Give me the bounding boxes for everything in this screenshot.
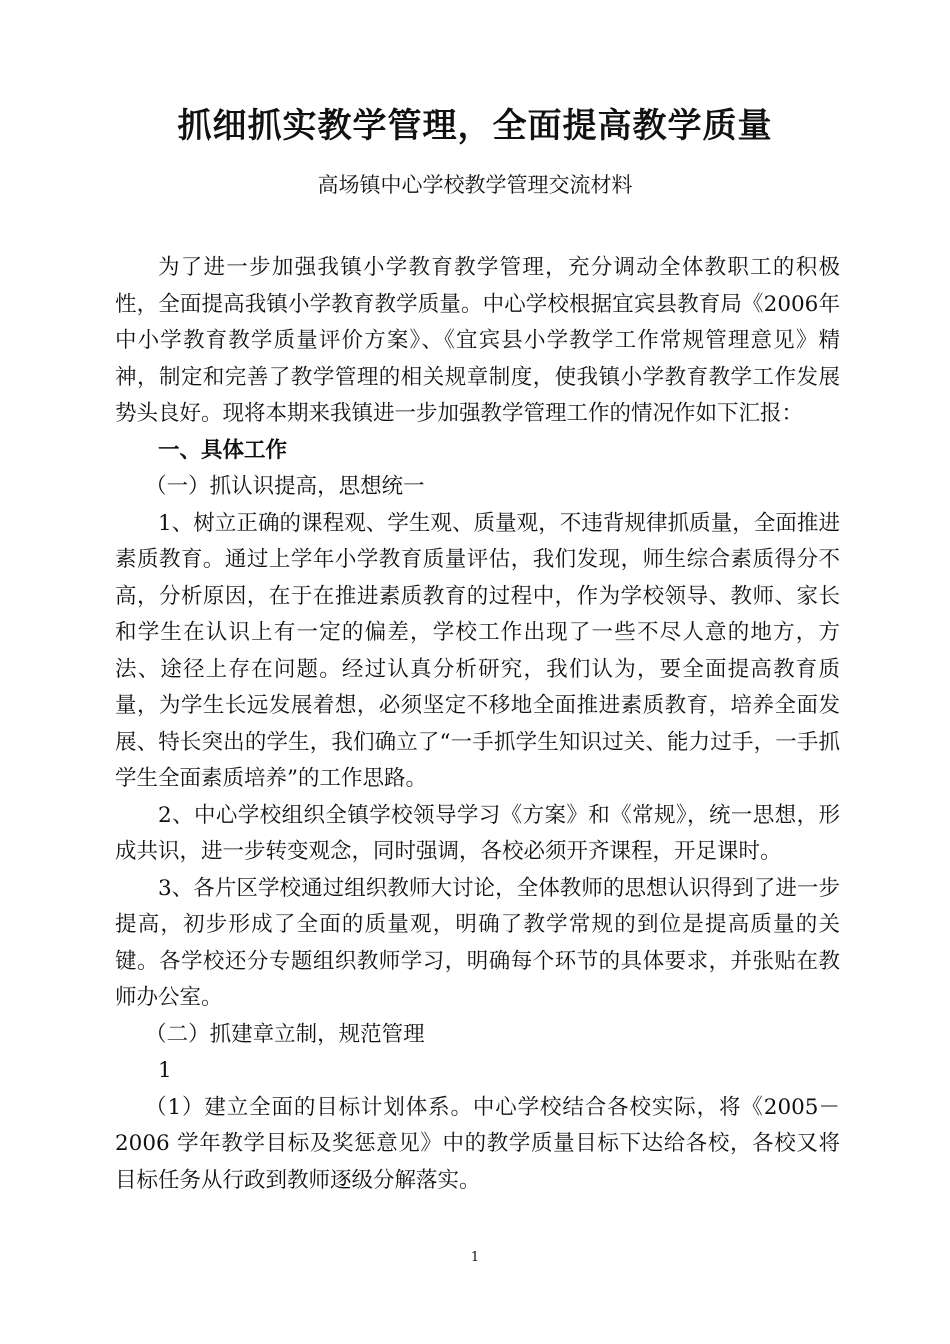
subsection-heading-2: （二）抓建章立制，规范管理: [145, 1021, 425, 1047]
document-subtitle: 高场镇中心学校教学管理交流材料: [317, 173, 633, 197]
sub-item-paragraph-1: （1）建立全面的目标计划体系。中心学校结合各校实际，将《2005－2006 学年教学目标及奖惩意见》中的教学质量目标下达给各校，各校又将目标任务从行政到教师逐级分解落实。: [115, 1094, 840, 1193]
item-paragraph-2: 2、中心学校组织全镇学校领导学习《方案》和《常规》，统一思想，形成共识，进一步转变观念，同时强调，各校必须开齐课程，开足课时。: [115, 802, 840, 864]
item-paragraph-3: 3、各片区学校通过组织教师大讨论，全体教师的思想认识得到了进一步提高，初步形成了全面的质量观，明确了教学常规的到位是提高质量的关键。各学校还分专题组织教师学习，明确每个环节的具体要求，并张贴在教师办公室。: [115, 875, 840, 1010]
document-body: [115, 250, 840, 1199]
item-paragraph-1: 1、树立正确的课程观、学生观、质量观，不违背规律抓质量，全面推进素质教育。通过上学年小学教育质量评估，我们发现，师生综合素质得分不高，分析原因，在于在推进素质教育的过程中，作为学校领导、教师、家长和学生在认识上有一定的偏差，学校工作出现了一些不尽人意的地方，方法、途径上存在问题。经过认真分析研究，我们认为，要全面提高教育质量，为学生长远发展着想，必须坚定不移地全面推进素质教育，培养全面发展、特长突出的学生，我们确立了“一手抓学生知识过关、能力过手，一手抓学生全面素质培养”的工作思路。: [115, 510, 840, 791]
subsection-heading-1: （一）抓认识提高，思想统一: [145, 474, 425, 499]
section-heading: 一、具体工作: [158, 437, 288, 463]
page-number: 1: [470, 1250, 480, 1265]
item-marker: 1: [158, 1058, 172, 1083]
intro-paragraph: 为了进一步加强我镇小学教育教学管理，充分调动全体教职工的积极性，全面提高我镇小学教育教学质量。中心学校根据宜宾县教育局《2006年中小学教育教学质量评价方案》、《宜宾县小学教学工作常规管理意见》精神，制定和完善了教学管理的相关规章制度，使我镇小学教育教学工作发展势头良好。现将本期来我镇进一步加强教学管理工作的情况作如下汇报：: [115, 255, 840, 426]
document-title: 抓细抓实教学管理，全面提高教学质量: [177, 106, 773, 146]
